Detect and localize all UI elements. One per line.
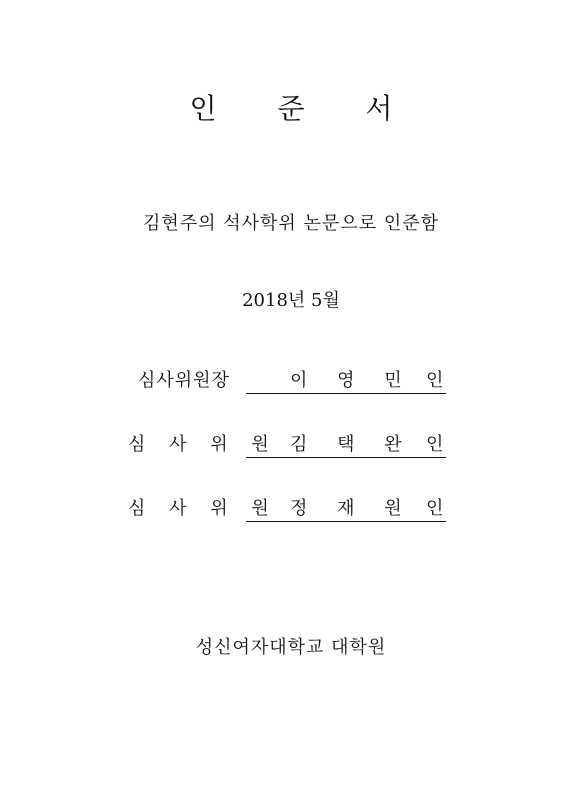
- committee-role: 심 사 위 원: [128, 498, 278, 519]
- committee-role: 심 사 위 원: [128, 434, 278, 455]
- seal-mark: 인: [426, 434, 444, 455]
- committee-member-name: 이 영 민: [290, 370, 414, 391]
- document-title: 인 준 서: [189, 92, 419, 125]
- approval-date: 2018년 5월: [242, 290, 340, 311]
- signature-row-member-2: [0, 496, 582, 526]
- seal-mark: 인: [426, 370, 444, 391]
- committee-member-name: 정 재 원: [290, 498, 414, 519]
- signature-row-chair: [0, 368, 582, 398]
- signature-row-member-1: [0, 432, 582, 462]
- committee-member-name: 김 택 완: [290, 434, 414, 455]
- university-name: 성신여자대학교 대학원: [195, 637, 387, 658]
- seal-mark: 인: [426, 498, 444, 519]
- committee-role: 심사위원장: [138, 370, 230, 391]
- approval-statement: 김현주의 석사학위 논문으로 인준함: [143, 213, 439, 234]
